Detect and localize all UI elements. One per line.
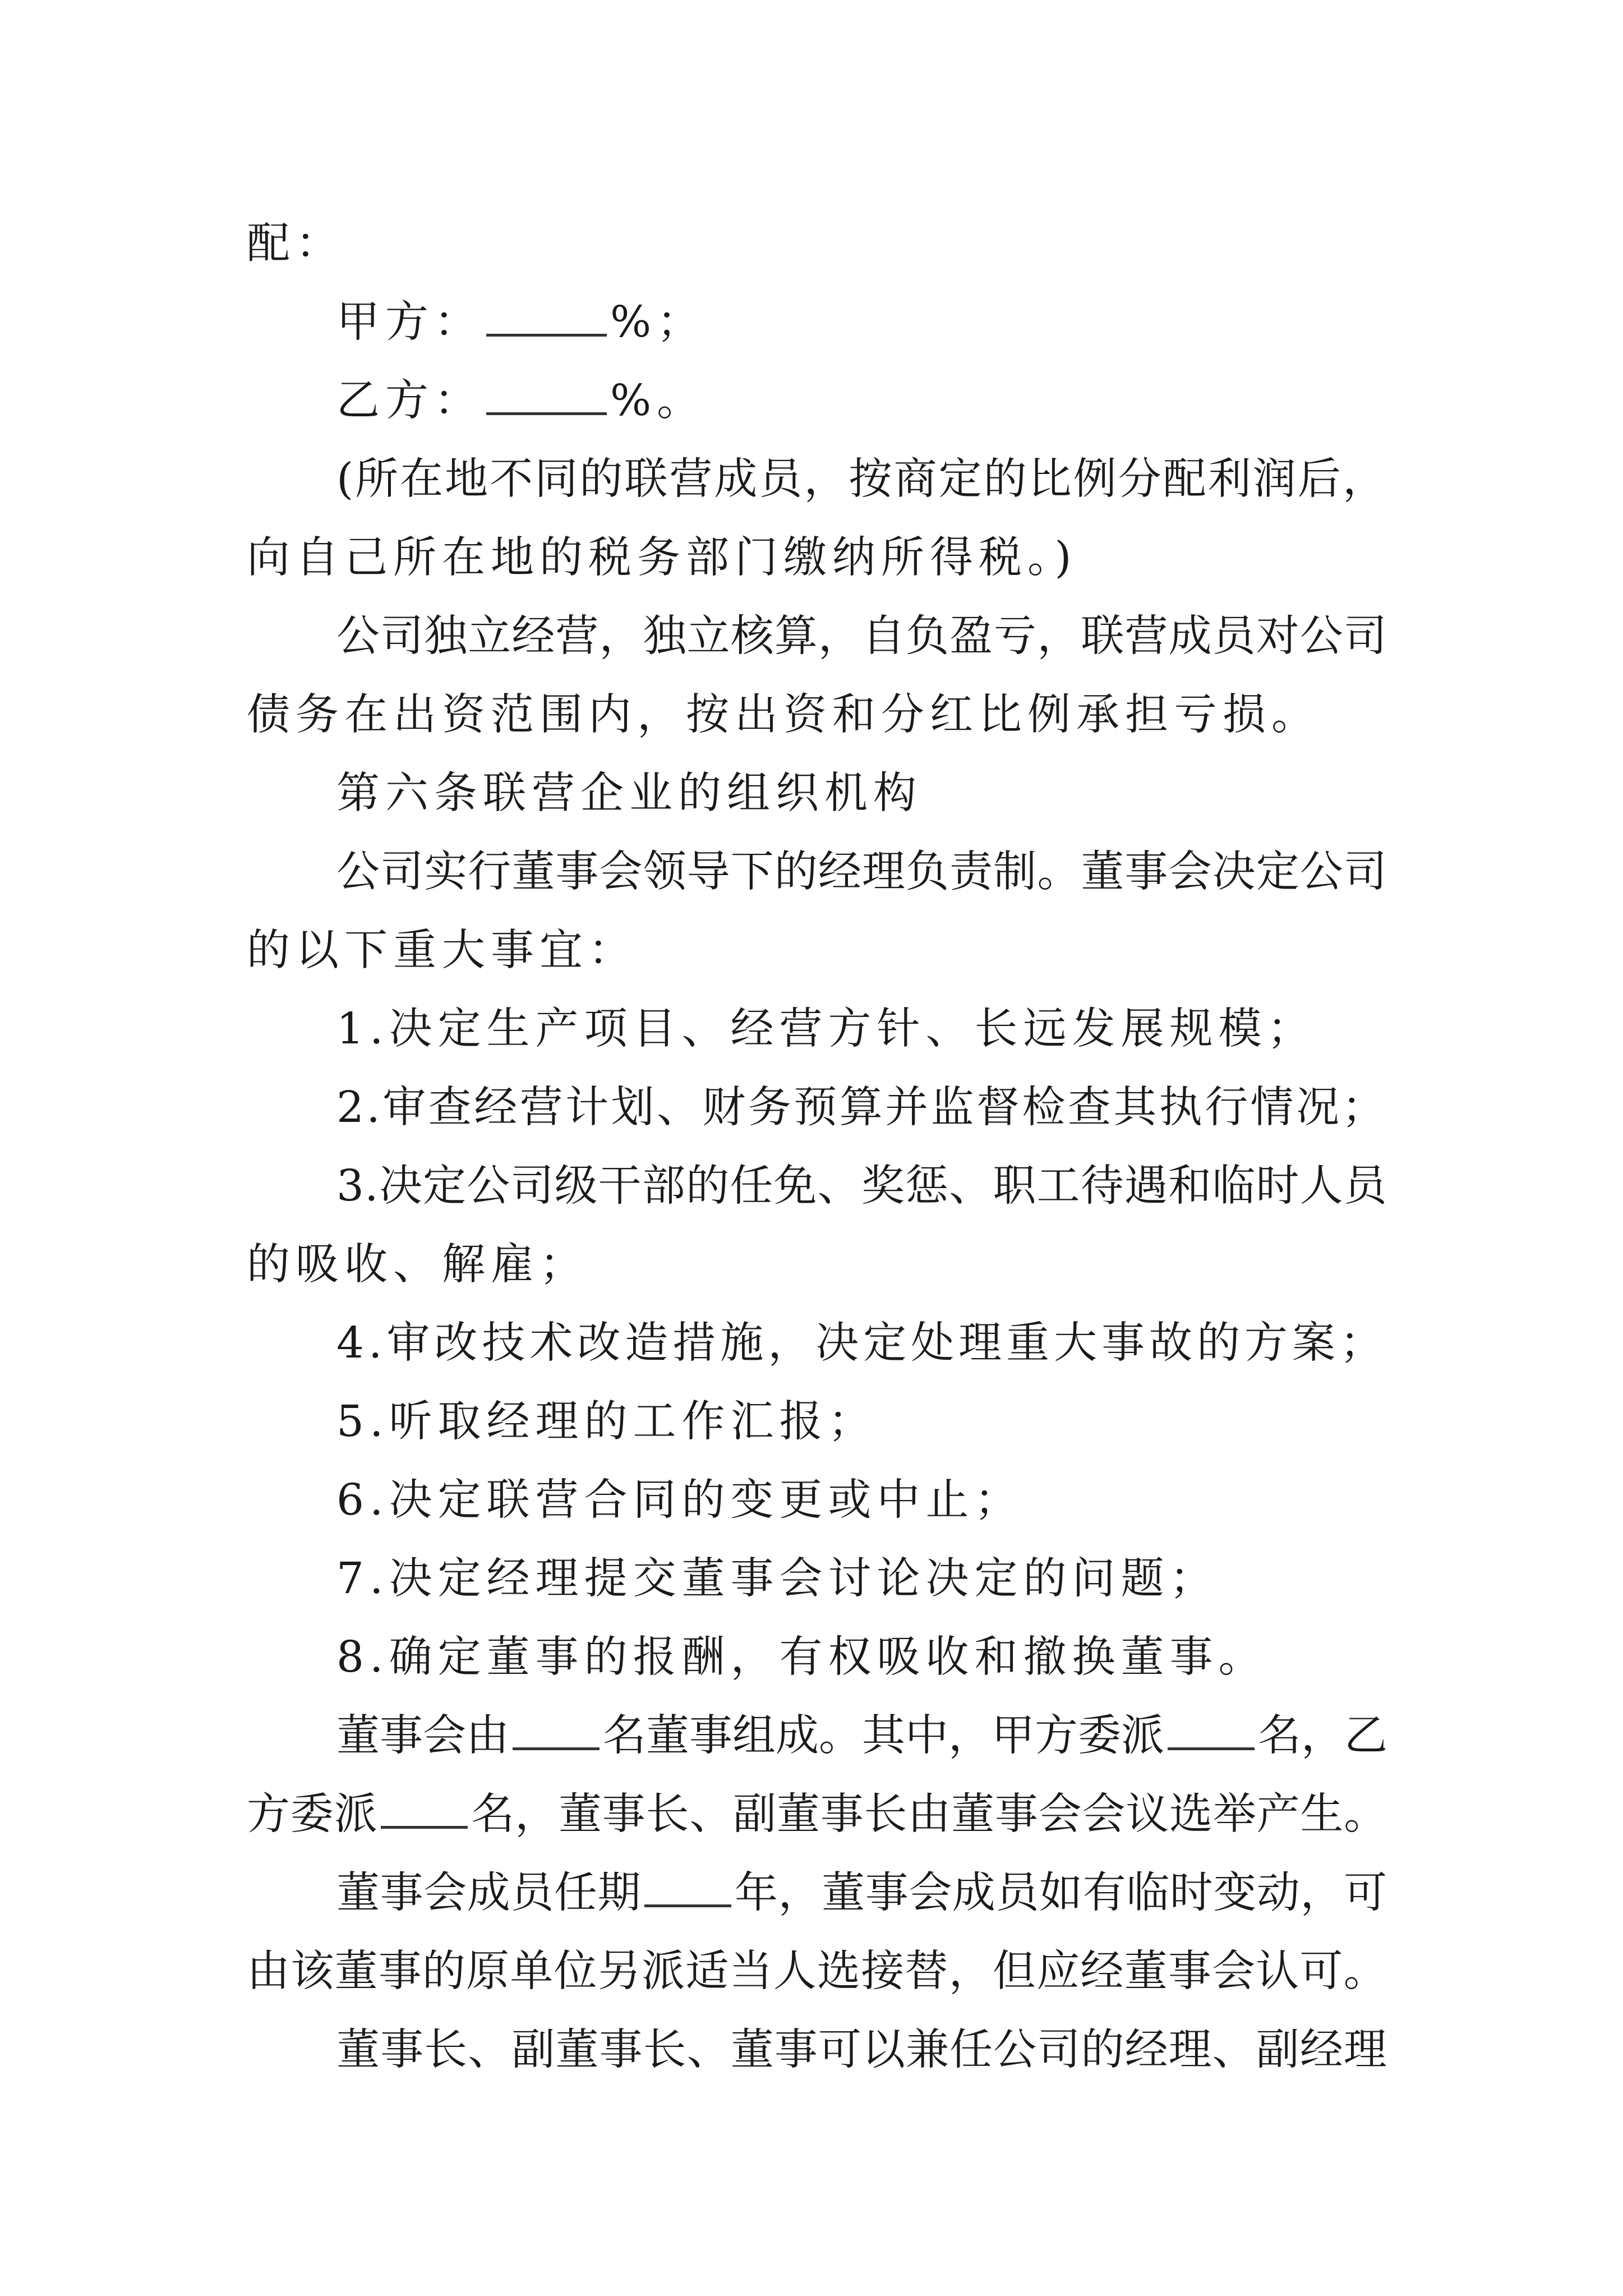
text-fragment: 1.决定生产项目、经营方针、长远发展规模； [336, 1004, 1316, 1054]
text-line [336, 452, 1387, 508]
text-line [247, 923, 637, 979]
list-item [336, 1473, 1023, 1529]
text-fragment: 4.审改技术改造措施，决定处理重大事故的方案； [336, 1318, 1387, 1368]
text-fragment: 债务在出资范围内，按出资和分红比例承担亏损。 [247, 690, 1320, 740]
text-fragment: 6.决定联营合同的变更或中止； [336, 1475, 1023, 1525]
list-item [336, 1315, 1387, 1372]
board-size-line [336, 1708, 1387, 1764]
text-fragment: %； [610, 297, 706, 347]
text-fragment: 名，乙 [1258, 1711, 1387, 1761]
text-fragment: 的吸收、解雇； [247, 1240, 588, 1290]
text-fragment: %。 [610, 376, 706, 426]
text-fragment: 名董事组成。其中，甲方委派 [603, 1711, 1164, 1761]
text-fragment: 年，董事会成员如有临时变动，可 [735, 1868, 1387, 1918]
text-fragment: 向自己所在地的税务部门缴纳所得税。) [247, 533, 1077, 583]
text-fragment: 8.确定董事的报酬，有权吸收和撤换董事。 [336, 1632, 1267, 1682]
board-size-blank [513, 1708, 600, 1750]
text-line [336, 609, 1387, 665]
text-fragment: 由该董事的原单位另派适当人选接替，但应经董事会认可。 [247, 1947, 1387, 1996]
list-item [336, 1080, 1387, 1136]
text-line [247, 1787, 1387, 1843]
party-a-directors-blank [1168, 1708, 1255, 1750]
party-b-directors-blank [381, 1787, 468, 1829]
text-fragment: 董事会由 [336, 1711, 509, 1761]
text-fragment: 2.审查经营计划、财务预算并监督检查其执行情况； [336, 1083, 1387, 1133]
party-b-share-line [336, 373, 706, 429]
text-fragment: 公司独立经营，独立核算，自负盈亏，联营成员对公司 [336, 611, 1387, 661]
text-fragment: 的以下重大事宜： [247, 926, 637, 976]
text-fragment: 3.决定公司级干部的任免、奖惩、职工待遇和临时人员 [336, 1161, 1387, 1211]
text-fragment: 乙方： [336, 376, 483, 426]
text-line [247, 216, 344, 272]
text-fragment: (所在地不同的联营成员，按商定的比例分配利润后， [336, 454, 1387, 504]
term-years-blank [644, 1865, 731, 1907]
party-a-share-blank [486, 295, 607, 337]
text-fragment: 公司实行董事会领导下的经理负责制。董事会决定公司 [336, 847, 1387, 897]
text-line [247, 687, 1320, 743]
text-fragment: 第六条联营企业的组织机构 [336, 769, 922, 818]
party-a-share-line [336, 295, 706, 351]
text-line [336, 844, 1387, 900]
text-line [247, 1237, 588, 1293]
text-fragment: 7.决定经理提交董事会讨论决定的问题； [336, 1554, 1219, 1604]
text-fragment: 5.听取经理的工作汇报； [336, 1397, 877, 1447]
list-item [336, 1551, 1218, 1607]
text-fragment: 甲方： [336, 297, 483, 347]
list-item [336, 1630, 1267, 1686]
text-line [336, 2022, 1387, 2078]
text-line [247, 1944, 1387, 2000]
text-fragment: 董事长、副董事长、董事可以兼任公司的经理、副经理 [336, 2025, 1387, 2075]
list-item [336, 1158, 1387, 1214]
list-item [336, 1394, 877, 1450]
text-fragment: 配： [247, 219, 344, 269]
text-line [247, 530, 1077, 586]
text-fragment: 董事会成员任期 [336, 1868, 642, 1918]
party-b-share-blank [486, 373, 607, 415]
list-item [336, 1001, 1316, 1057]
text-fragment: 名，董事长、副董事长由董事会会议选举产生。 [471, 1789, 1387, 1839]
section-heading [336, 766, 922, 822]
text-fragment: 方委派 [247, 1789, 378, 1839]
term-line [336, 1865, 1387, 1921]
